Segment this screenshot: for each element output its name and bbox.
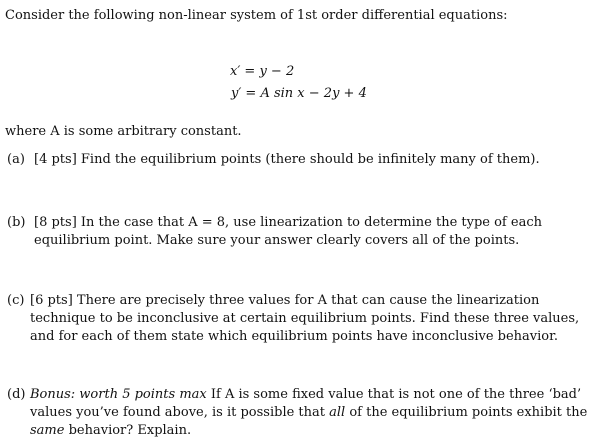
part-b-text: [8 pts] In the case that A = 8, use linearization to determine the type of each equilibrium point. Make sure your answer clearly covers all of the points.	[34, 215, 542, 248]
part-c-label: (c)	[7, 293, 25, 308]
part-d-label: (d)	[7, 387, 26, 402]
part-b-label: (b)	[7, 215, 26, 230]
part-d-emphasis-all: all	[329, 405, 346, 420]
part-c-text: [6 pts] There are precisely three values for A that can cause the linearization technique to be inconclusive at certain equilibrium points. Find these three values, and for each of them state which equilibrium points have inconclusive behavior.	[30, 293, 580, 344]
part-d-text-1: If A is some fixed value that is not one of the three ‘bad’ values you’ve found above, is it possible that	[30, 387, 582, 420]
part-a-label: (a)	[7, 152, 25, 167]
part-a-text: [4 pts] Find the equilibrium points (there should be infinitely many of them).	[34, 152, 540, 167]
equation-y-prime: y′ = A sin x − 2y + 4	[231, 86, 367, 101]
equation-x-prime: x′ = y − 2	[230, 64, 295, 79]
part-d-text-2: of the equilibrium points exhibit the	[345, 405, 588, 420]
part-d-emphasis-same: same	[30, 423, 65, 438]
where-text: where A is some arbitrary constant.	[5, 124, 242, 139]
intro-text: Consider the following non-linear system of 1st order differential equations:	[5, 8, 508, 23]
part-d-bonus: Bonus: worth 5 points max	[30, 387, 207, 402]
part-d-text-3: behavior? Explain.	[64, 423, 192, 438]
part-d-text	[30, 386, 606, 440]
